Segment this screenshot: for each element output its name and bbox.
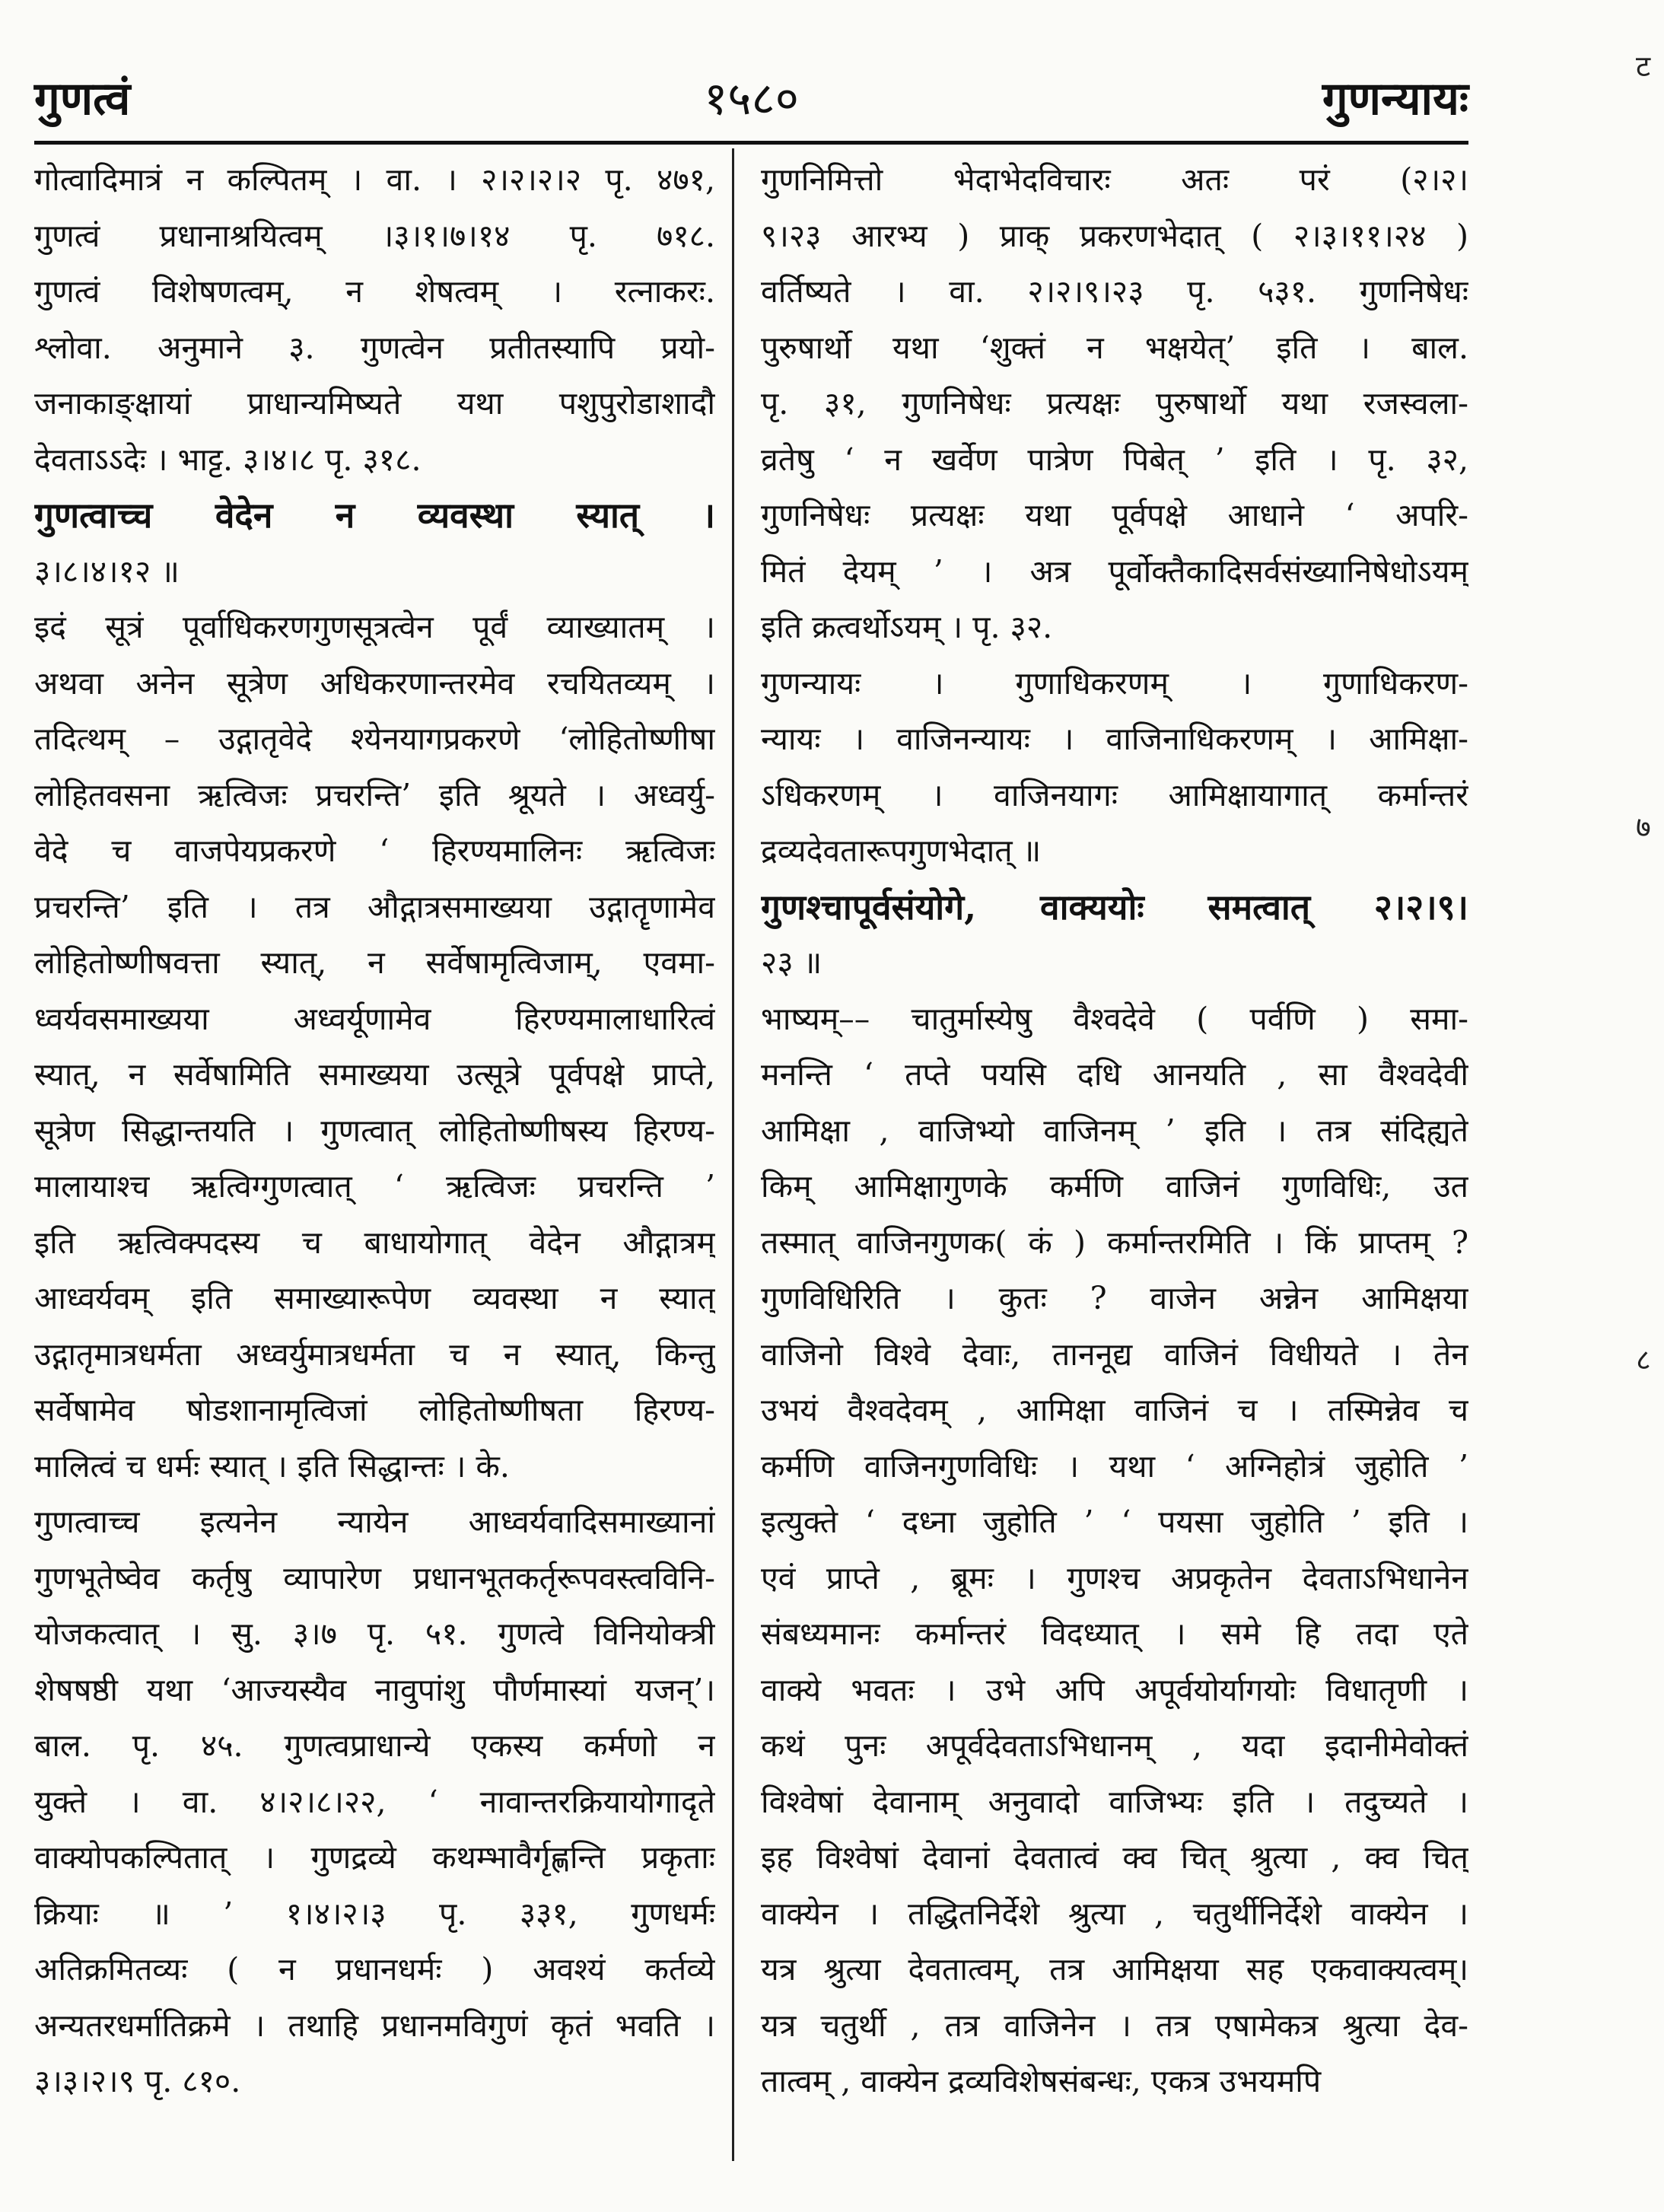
right_column-line: भाष्यम्–– चातुर्मास्येषु वैश्वदेवे ( पर्वणि ) समा- [761, 1000, 1468, 1037]
margin-mark-2: ७ [1636, 810, 1651, 844]
column-divider [732, 148, 734, 2161]
right_column-line: कर्मणि वाजिनगुणविधिः । यथा ‘ अग्निहोत्रं जुहोति ’ [761, 1447, 1468, 1485]
left_column-line: योजकत्वात् । सु. ३।७ पृ. ५१. गुणत्वे विनियोक्त्री [34, 1615, 715, 1652]
right_column-line: मितं देयम् ’ । अत्र पूर्वोक्तैकादिसर्वसंख्यानिषेधोऽयम् [761, 552, 1468, 590]
right_column-line: द्रव्यदेवतारूपगुणभेदात् ॥ [761, 832, 1042, 869]
left_column-line: गोत्वादिमात्रं न कल्पितम् । वा. । २।२।२।२ पृ. ४७१, [34, 161, 715, 198]
left_column-line: गुणत्वाच्च वेदेन न व्यवस्था स्यात् । [34, 495, 715, 536]
left_column-line: अन्यतरधर्मातिक्रमे । तथाहि प्रधानमविगुणं कृतं भवति । [34, 2007, 715, 2044]
left_column-line: देवताऽऽदेः । भाट्ट. ३।४।८ पृ. ३१८. [34, 441, 422, 478]
left_column-line: गुणभूतेष्वेव कर्तृषु व्यापारेण प्रधानभूतकर्तृरूपवस्त्वविनि- [34, 1559, 715, 1596]
left_column-line: गुणत्वाच्च इत्यनेन न्यायेन आध्वर्यवादिसमाख्यानां [34, 1504, 715, 1540]
right_column-line: तात्वम् , वाक्येन द्रव्यविशेषसंबन्धः, एकत्र उभयमपि [761, 2063, 1322, 2099]
right_column-line: व्रतेषु ‘ न खर्वेण पात्रेण पिबेत् ’ इति । पृ. ३२, [761, 441, 1468, 478]
left_column-line: लोहितोष्णीषवत्ता स्यात्, न सर्वेषामृत्विजाम्, एवमा- [34, 944, 715, 981]
right_column-line: किम् आमिक्षागुणके कर्मणि वाजिनं गुणविधिः, उत [761, 1168, 1468, 1205]
right_column-line: वाक्येन । तद्धितनिर्देशे श्रुत्या , चतुर्थीनिर्देशे वाक्येन । [761, 1895, 1468, 1932]
right-column [761, 152, 1468, 2110]
left_column-line: अतिक्रमितव्यः ( न प्रधानधर्मः ) अवश्यं कर्तव्ये [34, 1951, 715, 1988]
right_column-line: गुणश्चापूर्वसंयोगे, वाक्ययोः समत्वात् २।२।९। [761, 886, 1468, 928]
right_column-line: वाजिनो विश्वे देवाः, ताननूद्य वाजिनं विधीयते । तेन [761, 1335, 1468, 1373]
page-header [34, 53, 1468, 145]
right_column-line: कथं पुनः अपूर्वदेवताऽभिधानम् , यदा इदानीमेवोक्तं [761, 1727, 1468, 1764]
right_column-line: पृ. ३१, गुणनिषेधः प्रत्यक्षः पुरुषार्थो यथा रजस्वला- [761, 385, 1468, 422]
right_column-line: न्यायः । वाजिनन्यायः । वाजिनाधिकरणम् । आमिक्षा- [761, 721, 1468, 757]
right_column-line: इत्युक्ते ‘ दध्ना जुहोति ’ ‘ पयसा जुहोति ’ इति । [761, 1504, 1468, 1540]
right_column-line: गुणविधिरिति । कुतः ? वाजेन अन्नेन आमिक्षया [761, 1280, 1468, 1316]
right_column-line: वाक्ये भवतः । उभे अपि अपूर्वयोर्यागयोः विधातृणी । [761, 1671, 1468, 1708]
right_column-line: पुरुषार्थो यथा ‘शुक्तं न भक्षयेत्’ इति । बाल. [761, 329, 1468, 366]
left_column-line: लोहितवसना ऋत्विजः प्रचरन्ति’ इति श्रूयते । अध्वर्यु- [34, 776, 715, 813]
left_column-line: जनाकाङ्क्षायां प्राधान्यमिष्यते यथा पशुपुरोडाशादौ [34, 385, 715, 422]
left_column-line: ३।३।२।९ पृ. ८१०. [34, 2063, 241, 2099]
left_column-line: वाक्योपकल्पितात् । गुणद्रव्ये कथम्भावैर्गृह्णन्ति प्रकृताः [34, 1839, 715, 1876]
left_column-line: शेषषष्ठी यथा ‘आज्यस्यैव नावुपांशु पौर्णमास्यां यजन्’। [34, 1671, 715, 1708]
right_column-line: इति क्रत्वर्थोऽयम् । पृ. ३२. [761, 609, 1053, 645]
left_column-line: ३।८।४।१२ ॥ [34, 552, 180, 590]
left_column-line: मालायाश्च ऋत्विग्गुणत्वात् ‘ ऋत्विजः प्रचरन्ति ’ [34, 1168, 715, 1205]
right_column-line: उभयं वैश्वदेवम् , आमिक्षा वाजिनं च । तस्मिन्नेव च [761, 1392, 1468, 1428]
right_column-line: संबध्यमानः कर्मान्तरं विदध्यात् । समे हि तदा एते [761, 1615, 1468, 1652]
right_column-line: गुणन्यायः । गुणाधिकरणम् । गुणाधिकरण- [761, 664, 1468, 702]
right_column-line: यत्र श्रुत्या देवतात्वम्, तत्र आमिक्षया सह एकवाक्यत्वम्। [761, 1951, 1468, 1988]
right_column-line: २३ ॥ [761, 944, 822, 981]
right_column-line: वर्तिष्यते । वा. २।२।९।२३ पृ. ५३१. गुणनिषेधः [761, 273, 1468, 310]
left_column-line: तदित्थम् – उद्गातृवेदे श्येनयागप्रकरणे ‘लोहितोष्णीषा [34, 721, 715, 757]
header-right-word: गुणन्यायः [1322, 72, 1468, 126]
margin-mark-1: ट [1636, 49, 1651, 83]
left_column-line: श्लोवा. अनुमाने ३. गुणत्वेन प्रतीतस्यापि प्रयो- [34, 329, 715, 366]
left_column-line: बाल. पृ. ४५. गुणत्वप्राधान्ये एकस्य कर्मणो न [34, 1727, 715, 1764]
right_column-line: यत्र चतुर्थी , तत्र वाजिनेन । तत्र एषामेकत्र श्रुत्या देव- [761, 2007, 1468, 2044]
right_column-line: तस्मात् वाजिनगुणक( कं ) कर्मान्तरमिति । किं प्राप्तम् ? [761, 1224, 1468, 1261]
left_column-line: सूत्रेण सिद्धान्तयति । गुणत्वात् लोहितोष्णीषस्य हिरण्य- [34, 1112, 715, 1149]
left_column-line: इदं सूत्रं पूर्वाधिकरणगुणसूत्रत्वेन पूर्वं व्याख्यातम् । [34, 609, 715, 645]
page-number: १५८० [704, 72, 799, 126]
left_column-line: गुणत्वं प्रधानाश्रयित्वम् ।३।१।७।१४ पृ. ७१८. [34, 217, 715, 254]
left_column-line: इति ऋत्विक्पदस्य च बाधायोगात् वेदेन औद्गात्रम् [34, 1224, 715, 1261]
left_column-line: उद्गातृमात्रधर्मता अध्वर्युमात्रधर्मता च न स्यात्, किन्तु [34, 1335, 715, 1373]
right_column-line: ९।२३ आरभ्य ) प्राक् प्रकरणभेदात् ( २।३।११।२४ ) [761, 217, 1468, 254]
right_column-line: मनन्ति ‘ तप्ते पयसि दधि आनयति , सा वैश्वदेवी [761, 1056, 1468, 1093]
right_column-line: गुणनिमित्तो भेदाभेदविचारः अतः परं (२।२। [761, 161, 1468, 198]
right_column-line: एवं प्राप्ते , ब्रूमः । गुणश्च अप्रकृतेन देवताऽभिधानेन [761, 1559, 1468, 1596]
left_column-line: अथवा अनेन सूत्रेण अधिकरणान्तरमेव रचयितव्यम् । [34, 664, 715, 702]
left_column-line: ध्वर्यवसमाख्यया अध्वर्यूणामेव हिरण्यमालाधारित्वं [34, 1000, 715, 1037]
left_column-line: वेदे च वाजपेयप्रकरणे ‘ हिरण्यमालिनः ऋत्विजः [34, 832, 715, 869]
left_column-line: सर्वेषामेव षोडशानामृत्विजां लोहितोष्णीषता हिरण्य- [34, 1392, 715, 1428]
left_column-line: मालित्वं च धर्मः स्यात् । इति सिद्धान्तः । के. [34, 1447, 510, 1485]
header-left-word: गुणत्वं [34, 72, 131, 126]
left_column-line: युक्ते । वा. ४।२।८।२२, ‘ नावान्तरक्रियायोगादृते [34, 1783, 715, 1820]
right_column-line: आमिक्षा , वाजिभ्यो वाजिनम् ’ इति । तत्र संदिह्यते [761, 1112, 1468, 1149]
header-rule [34, 141, 1468, 145]
right_column-line: इह विश्वेषां देवानां देवतात्वं क्व चित् श्रुत्या , क्व चित् [761, 1839, 1468, 1876]
right_column-line: विश्वेषां देवानाम् अनुवादो वाजिभ्यः इति । तदुच्यते । [761, 1783, 1468, 1820]
left_column-line: प्रचरन्ति’ इति । तत्र औद्गात्रसमाख्यया उद्गातॄणामेव [34, 888, 715, 925]
left_column-line: स्यात्, न सर्वेषामिति समाख्यया उत्सूत्रे पूर्वपक्षे प्राप्ते, [34, 1056, 715, 1093]
left_column-line: क्रियाः ॥ ’ १।४।२।३ पृ. ३३१, गुणधर्मः [34, 1895, 715, 1932]
left_column-line: आध्वर्यवम् इति समाख्यारूपेण व्यवस्था न स्यात् [34, 1280, 715, 1316]
right_column-line: गुणनिषेधः प्रत्यक्षः यथा पूर्वपक्षे आधाने ‘ अपरि- [761, 497, 1468, 533]
margin-mark-3: ८ [1636, 1343, 1651, 1377]
left_column-line: गुणत्वं विशेषणत्वम्, न शेषत्वम् । रत्नाकरः. [34, 273, 715, 310]
left-column [34, 152, 715, 2110]
right_column-line: ऽधिकरणम् । वाजिनयागः आमिक्षायागात् कर्मान्तरं [761, 776, 1468, 813]
